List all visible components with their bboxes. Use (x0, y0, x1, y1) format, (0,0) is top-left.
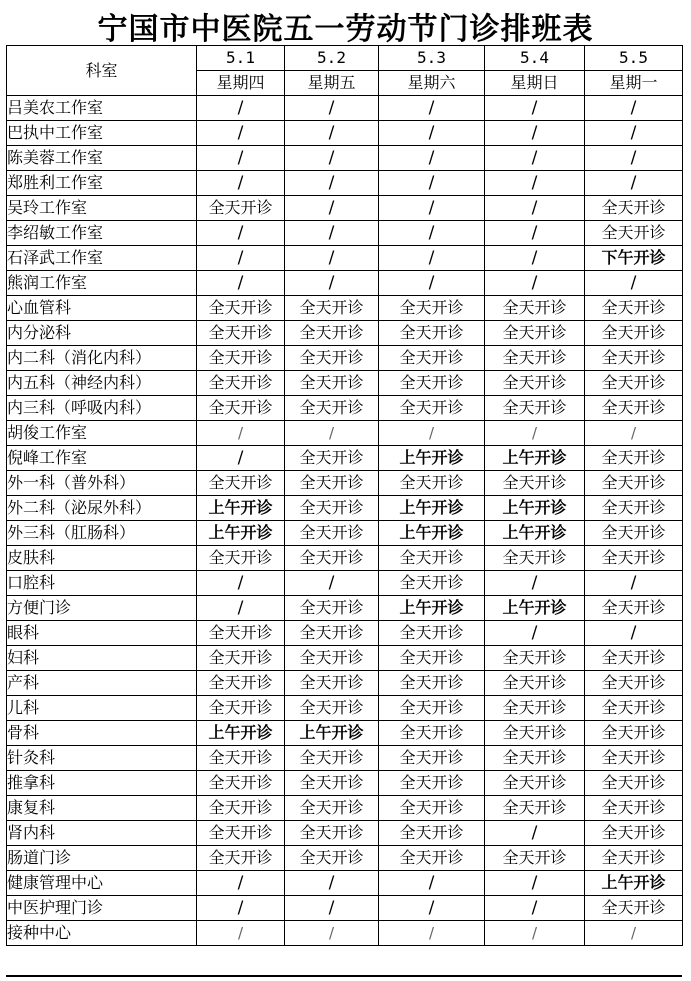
dept-name-cell: 内三科（呼吸内科） (7, 396, 197, 421)
closed-cell: / (197, 421, 285, 446)
schedule-cell: 全天开诊 (379, 646, 485, 671)
schedule-cell: 全天开诊 (379, 796, 485, 821)
table-row (7, 721, 683, 746)
table-row (7, 521, 683, 546)
dept-name-cell: 针灸科 (7, 746, 197, 771)
schedule-cell: 上午开诊 (379, 496, 485, 521)
dept-name-cell: 石泽武工作室 (7, 246, 197, 271)
table-row (7, 621, 683, 646)
schedule-cell: 全天开诊 (197, 646, 285, 671)
schedule-cell: 全天开诊 (585, 221, 683, 246)
table-row (7, 196, 683, 221)
schedule-cell: 全天开诊 (197, 671, 285, 696)
closed-cell: / (197, 571, 285, 596)
dept-column-header: 科室 (7, 46, 197, 96)
dept-name-cell: 陈美蓉工作室 (7, 146, 197, 171)
schedule-cell: 全天开诊 (197, 346, 285, 371)
schedule-cell: 全天开诊 (485, 796, 585, 821)
table-row (7, 896, 683, 921)
schedule-cell: 全天开诊 (379, 346, 485, 371)
table-row (7, 871, 683, 896)
closed-cell: / (197, 446, 285, 471)
closed-cell: / (585, 121, 683, 146)
schedule-cell: 全天开诊 (379, 621, 485, 646)
date-header: 5.2 (285, 46, 379, 71)
table-row (7, 446, 683, 471)
closed-cell: / (485, 196, 585, 221)
dept-name-cell: 内二科（消化内科） (7, 346, 197, 371)
table-row (7, 221, 683, 246)
dept-name-cell: 吴玲工作室 (7, 196, 197, 221)
schedule-cell: 全天开诊 (379, 396, 485, 421)
closed-cell: / (285, 171, 379, 196)
table-row (7, 496, 683, 521)
closed-cell: / (485, 271, 585, 296)
closed-cell: / (197, 271, 285, 296)
schedule-table (6, 45, 683, 946)
table-row (7, 646, 683, 671)
schedule-cell: 上午开诊 (585, 871, 683, 896)
closed-cell: / (585, 621, 683, 646)
schedule-cell: 全天开诊 (197, 796, 285, 821)
closed-cell: / (379, 121, 485, 146)
dept-name-cell: 外二科（泌尿外科） (7, 496, 197, 521)
closed-cell: / (485, 246, 585, 271)
dept-name-cell: 吕美农工作室 (7, 96, 197, 121)
schedule-cell: 全天开诊 (485, 771, 585, 796)
closed-cell: / (285, 196, 379, 221)
schedule-cell: 全天开诊 (585, 346, 683, 371)
table-row (7, 771, 683, 796)
weekday-header: 星期四 (197, 71, 285, 96)
closed-cell: / (585, 146, 683, 171)
schedule-cell: 全天开诊 (379, 296, 485, 321)
table-row (7, 371, 683, 396)
closed-cell: / (285, 246, 379, 271)
closed-cell: / (485, 171, 585, 196)
table-body (7, 96, 683, 946)
dept-name-cell: 外三科（肛肠科） (7, 521, 197, 546)
schedule-cell: 全天开诊 (379, 571, 485, 596)
schedule-cell: 全天开诊 (379, 696, 485, 721)
schedule-cell: 全天开诊 (485, 846, 585, 871)
closed-cell: / (585, 571, 683, 596)
dept-name-cell: 胡俊工作室 (7, 421, 197, 446)
schedule-cell: 全天开诊 (585, 321, 683, 346)
table-row (7, 421, 683, 446)
closed-cell: / (285, 271, 379, 296)
closed-cell: / (285, 896, 379, 921)
dept-name-cell: 骨科 (7, 721, 197, 746)
schedule-cell: 全天开诊 (285, 396, 379, 421)
schedule-cell: 全天开诊 (285, 696, 379, 721)
schedule-cell: 上午开诊 (197, 721, 285, 746)
schedule-cell: 全天开诊 (379, 771, 485, 796)
schedule-cell: 全天开诊 (197, 371, 285, 396)
table-row (7, 671, 683, 696)
table-row (7, 96, 683, 121)
schedule-cell: 全天开诊 (285, 796, 379, 821)
schedule-cell: 全天开诊 (485, 346, 585, 371)
schedule-cell: 全天开诊 (485, 471, 585, 496)
closed-cell: / (485, 121, 585, 146)
schedule-cell: 上午开诊 (379, 596, 485, 621)
closed-cell: / (197, 596, 285, 621)
schedule-cell: 全天开诊 (485, 746, 585, 771)
dept-name-cell: 内分泌科 (7, 321, 197, 346)
dept-name-cell: 倪峰工作室 (7, 446, 197, 471)
closed-cell: / (485, 221, 585, 246)
closed-cell: / (197, 246, 285, 271)
closed-cell: / (585, 921, 683, 946)
schedule-cell: 全天开诊 (285, 321, 379, 346)
schedule-cell: 下午开诊 (585, 246, 683, 271)
schedule-cell: 全天开诊 (379, 671, 485, 696)
weekday-header: 星期一 (585, 71, 683, 96)
dept-name-cell: 熊润工作室 (7, 271, 197, 296)
closed-cell: / (485, 921, 585, 946)
closed-cell: / (379, 921, 485, 946)
schedule-cell: 全天开诊 (197, 696, 285, 721)
date-header: 5.3 (379, 46, 485, 71)
schedule-cell: 上午开诊 (485, 496, 585, 521)
schedule-cell: 全天开诊 (285, 821, 379, 846)
schedule-cell: 全天开诊 (485, 696, 585, 721)
closed-cell: / (585, 421, 683, 446)
dept-name-cell: 产科 (7, 671, 197, 696)
closed-cell: / (285, 571, 379, 596)
schedule-cell: 全天开诊 (379, 721, 485, 746)
dept-name-cell: 心血管科 (7, 296, 197, 321)
schedule-cell: 全天开诊 (585, 396, 683, 421)
dept-name-cell: 妇科 (7, 646, 197, 671)
closed-cell: / (485, 421, 585, 446)
closed-cell: / (285, 121, 379, 146)
table-row (7, 296, 683, 321)
schedule-cell: 全天开诊 (285, 371, 379, 396)
date-header: 5.1 (197, 46, 285, 71)
schedule-cell: 全天开诊 (585, 446, 683, 471)
dept-name-cell: 康复科 (7, 796, 197, 821)
schedule-cell: 上午开诊 (485, 521, 585, 546)
closed-cell: / (197, 221, 285, 246)
dept-name-cell: 健康管理中心 (7, 871, 197, 896)
schedule-cell: 全天开诊 (285, 446, 379, 471)
closed-cell: / (285, 871, 379, 896)
schedule-cell: 全天开诊 (485, 671, 585, 696)
dept-name-cell: 接种中心 (7, 921, 197, 946)
closed-cell: / (485, 821, 585, 846)
schedule-cell: 全天开诊 (585, 496, 683, 521)
table-row (7, 821, 683, 846)
schedule-cell: 全天开诊 (485, 321, 585, 346)
schedule-cell: 全天开诊 (379, 321, 485, 346)
table-row (7, 171, 683, 196)
schedule-cell: 全天开诊 (379, 471, 485, 496)
closed-cell: / (379, 146, 485, 171)
schedule-cell: 全天开诊 (285, 496, 379, 521)
schedule-cell: 全天开诊 (585, 696, 683, 721)
closed-cell: / (197, 871, 285, 896)
schedule-cell: 全天开诊 (285, 671, 379, 696)
table-bottom-border (6, 975, 682, 977)
closed-cell: / (485, 871, 585, 896)
page-title: 宁国市中医院五一劳动节门诊排班表 (97, 12, 594, 47)
schedule-cell: 全天开诊 (285, 621, 379, 646)
schedule-cell: 全天开诊 (585, 671, 683, 696)
schedule-cell: 全天开诊 (585, 721, 683, 746)
schedule-cell: 全天开诊 (197, 771, 285, 796)
schedule-cell: 全天开诊 (585, 746, 683, 771)
closed-cell: / (285, 221, 379, 246)
schedule-cell: 全天开诊 (197, 746, 285, 771)
dept-name-cell: 方便门诊 (7, 596, 197, 621)
closed-cell: / (197, 171, 285, 196)
schedule-cell: 全天开诊 (585, 771, 683, 796)
schedule-cell: 全天开诊 (585, 196, 683, 221)
closed-cell: / (585, 96, 683, 121)
closed-cell: / (585, 271, 683, 296)
weekday-header: 星期六 (379, 71, 485, 96)
schedule-cell: 全天开诊 (585, 596, 683, 621)
dept-name-cell: 推拿科 (7, 771, 197, 796)
date-row (7, 46, 683, 71)
schedule-cell: 全天开诊 (585, 646, 683, 671)
weekday-header: 星期五 (285, 71, 379, 96)
closed-cell: / (197, 96, 285, 121)
schedule-cell: 全天开诊 (285, 296, 379, 321)
schedule-cell: 全天开诊 (379, 846, 485, 871)
table-row (7, 346, 683, 371)
schedule-cell: 全天开诊 (585, 296, 683, 321)
schedule-cell: 上午开诊 (285, 721, 379, 746)
schedule-cell: 全天开诊 (485, 546, 585, 571)
schedule-cell: 全天开诊 (379, 546, 485, 571)
schedule-cell: 全天开诊 (585, 821, 683, 846)
closed-cell: / (379, 271, 485, 296)
table-header (7, 46, 683, 96)
schedule-cell: 全天开诊 (585, 896, 683, 921)
dept-name-cell: 眼科 (7, 621, 197, 646)
schedule-cell: 上午开诊 (197, 521, 285, 546)
closed-cell: / (197, 146, 285, 171)
table-row (7, 396, 683, 421)
schedule-cell: 全天开诊 (585, 471, 683, 496)
schedule-cell: 全天开诊 (285, 771, 379, 796)
table-row (7, 471, 683, 496)
closed-cell: / (485, 146, 585, 171)
schedule-cell: 全天开诊 (379, 746, 485, 771)
schedule-cell: 全天开诊 (585, 546, 683, 571)
schedule-cell: 全天开诊 (197, 471, 285, 496)
dept-name-cell: 中医护理门诊 (7, 896, 197, 921)
schedule-cell: 全天开诊 (485, 646, 585, 671)
dept-name-cell: 外一科（普外科） (7, 471, 197, 496)
schedule-cell: 全天开诊 (285, 646, 379, 671)
date-header: 5.5 (585, 46, 683, 71)
closed-cell: / (379, 871, 485, 896)
dept-name-cell: 肾内科 (7, 821, 197, 846)
table-row (7, 696, 683, 721)
closed-cell: / (485, 571, 585, 596)
schedule-cell: 全天开诊 (485, 296, 585, 321)
closed-cell: / (379, 421, 485, 446)
dept-name-cell: 李绍敏工作室 (7, 221, 197, 246)
schedule-cell: 上午开诊 (485, 596, 585, 621)
closed-cell: / (285, 146, 379, 171)
dept-name-cell: 郑胜利工作室 (7, 171, 197, 196)
schedule-cell: 全天开诊 (285, 846, 379, 871)
closed-cell: / (585, 171, 683, 196)
schedule-cell: 上午开诊 (379, 446, 485, 471)
weekday-header: 星期日 (485, 71, 585, 96)
closed-cell: / (379, 96, 485, 121)
dept-name-cell: 内五科（神经内科） (7, 371, 197, 396)
table-row (7, 596, 683, 621)
dept-name-cell: 巴执中工作室 (7, 121, 197, 146)
schedule-cell: 全天开诊 (285, 546, 379, 571)
schedule-cell: 全天开诊 (585, 371, 683, 396)
schedule-cell: 全天开诊 (585, 521, 683, 546)
schedule-cell: 全天开诊 (585, 846, 683, 871)
closed-cell: / (485, 896, 585, 921)
closed-cell: / (379, 171, 485, 196)
schedule-cell: 全天开诊 (197, 196, 285, 221)
table-row (7, 546, 683, 571)
table-row (7, 796, 683, 821)
closed-cell: / (379, 246, 485, 271)
table-row (7, 246, 683, 271)
table-row (7, 921, 683, 946)
closed-cell: / (485, 96, 585, 121)
schedule-cell: 全天开诊 (197, 621, 285, 646)
schedule-cell: 全天开诊 (197, 321, 285, 346)
table-row (7, 846, 683, 871)
closed-cell: / (285, 421, 379, 446)
schedule-cell: 全天开诊 (485, 371, 585, 396)
table-row (7, 571, 683, 596)
schedule-cell: 全天开诊 (197, 546, 285, 571)
schedule-cell: 全天开诊 (379, 821, 485, 846)
schedule-cell: 全天开诊 (197, 821, 285, 846)
closed-cell: / (285, 96, 379, 121)
schedule-cell: 全天开诊 (285, 346, 379, 371)
closed-cell: / (197, 921, 285, 946)
schedule-cell: 全天开诊 (197, 296, 285, 321)
closed-cell: / (379, 896, 485, 921)
schedule-cell: 全天开诊 (485, 721, 585, 746)
schedule-cell: 上午开诊 (197, 496, 285, 521)
table-row (7, 121, 683, 146)
dept-name-cell: 肠道门诊 (7, 846, 197, 871)
closed-cell: / (379, 196, 485, 221)
dept-name-cell: 口腔科 (7, 571, 197, 596)
schedule-cell: 全天开诊 (285, 746, 379, 771)
table-row (7, 321, 683, 346)
closed-cell: / (197, 121, 285, 146)
table-row (7, 746, 683, 771)
schedule-cell: 全天开诊 (285, 471, 379, 496)
table-row (7, 271, 683, 296)
dept-name-cell: 儿科 (7, 696, 197, 721)
closed-cell: / (285, 921, 379, 946)
schedule-cell: 全天开诊 (379, 371, 485, 396)
closed-cell: / (485, 621, 585, 646)
closed-cell: / (197, 896, 285, 921)
dept-name-cell: 皮肤科 (7, 546, 197, 571)
schedule-cell: 全天开诊 (485, 396, 585, 421)
table-row (7, 146, 683, 171)
schedule-cell: 上午开诊 (379, 521, 485, 546)
schedule-cell: 全天开诊 (285, 521, 379, 546)
closed-cell: / (379, 221, 485, 246)
schedule-cell: 全天开诊 (585, 796, 683, 821)
date-header: 5.4 (485, 46, 585, 71)
schedule-cell: 全天开诊 (285, 596, 379, 621)
schedule-cell: 全天开诊 (197, 396, 285, 421)
schedule-cell: 上午开诊 (485, 446, 585, 471)
schedule-cell: 全天开诊 (197, 846, 285, 871)
